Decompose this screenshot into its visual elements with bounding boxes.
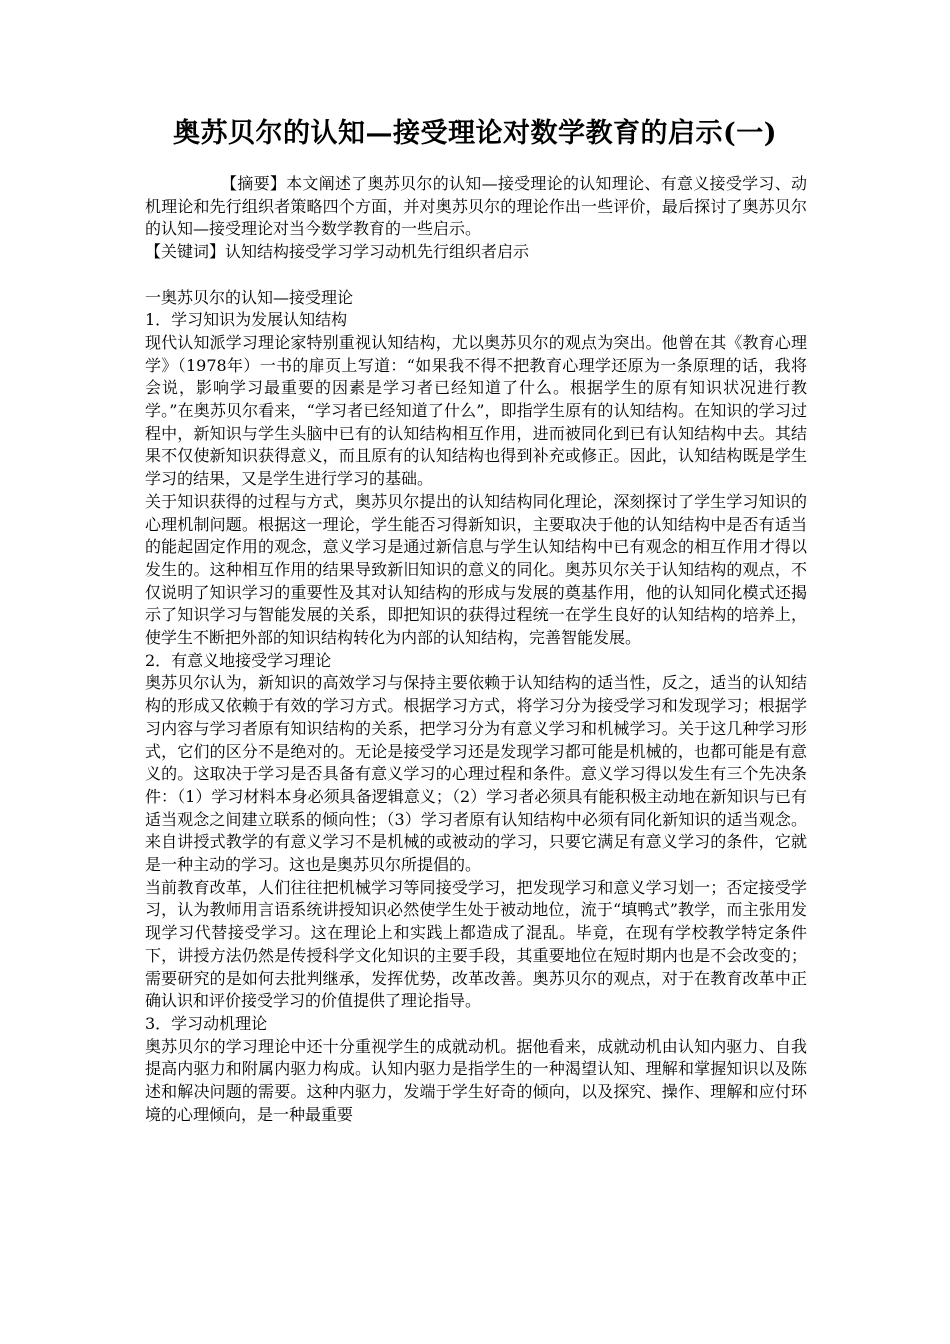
subsection-heading-3: 3．学习动机理论 — [145, 1014, 268, 1033]
paragraph: 现代认知派学习理论家特别重视认知结构，尤以奥苏贝尔的观点为突出。他曾在其《教育心理学》（1978年）一书的扉页上写道：“如果我不得不把教育心理学还原为一条原理的话，我将会说，影响学习最重要的因素是学习者已经知道了什么。根据学生的原有知识状况进行教学。”在奥苏贝尔看来，“学习者已经知道了什么”，即指学生原有的认知结构。在知识的学习过程中，新知识与学生头脑中已有的认知结构相互作用，进而被同化到已有认知结构中去。其结果不仅使新知识获得意义，而且原有的认知结构也得到补充或修正。因此，认知结构既是学生学习的结果，又是学生进行学习的基础。 — [145, 332, 807, 489]
section-heading: 一奥苏贝尔的认知—接受理论 — [145, 287, 354, 307]
document-title: 奥苏贝尔的认知—接受理论对数学教育的启示(一) — [172, 118, 778, 149]
subsection-heading-2: 2．有意义地接受学习理论 — [145, 650, 332, 670]
document-body — [145, 173, 807, 1127]
paragraph: 奥苏贝尔的学习理论中还十分重视学生的成就动机。据他看来，成就动机由认知内驱力、自我提高内驱力和附属内驱力构成。认知内驱力是指学生的一种渴望认知、理解和掌握知识以及陈述和解决问题的需要。这种内驱力，发端于学生好奇的倾向，以及探究、操作、理解和应付环境的心理倾向，是一种最重要 — [145, 1036, 807, 1124]
keywords-line: 【关键词】认知结构接受学习学习动机先行组织者启示 — [145, 242, 530, 262]
abstract-paragraph: 【摘要】本文阐述了奥苏贝尔的认知—接受理论的认知理论、有意义接受学习、动机理论和先行组织者策略四个方面，并对奥苏贝尔的理论作出一些评价，最后探讨了奥苏贝尔的认知—接受理论对当今数学教育的一些启示。 — [145, 174, 807, 239]
paragraph: 当前教育改革，人们往往把机械学习等同接受学习，把发现学习和意义学习划一；否定接受学习，认为教师用言语系统讲授知识必然使学生处于被动地位，流于“填鸭式”教学，而主张用发现学习代替接受学习。这在理论上和实践上都造成了混乱。毕竟，在现有学校教学特定条件下，讲授方法仍然是传授科学文化知识的主要手段，其重要地位在短时期内也是不会改变的；需要研究的是如何去批判继承，发挥优势，改革改善。奥苏贝尔的观点，对于在教育改革中正确认识和评价接受学习的价值提供了理论指导。 — [145, 877, 807, 1011]
blank-line — [145, 264, 807, 287]
paragraph: 奥苏贝尔认为，新知识的高效学习与保持主要依赖于认知结构的适当性，反之，适当的认知结构的形成又依赖于有效的学习方式。根据学习方式，将学习分为接受学习和发现学习；根据学习内容与学习者原有知识结构的关系，把学习分为有意义学习和机械学习。关于这几种学习形式，它们的区分不是绝对的。无论是接受学习还是发现学习都可能是机械的，也都可能是有意义的。这取决于学习是否具备有意义学习的心理过程和条件。意义学习得以发生有三个先决条件：（1）学习材料本身必须具备逻辑意义；（2）学习者必须具有能积极主动地在新知识与已有适当观念之间建立联系的倾向性；（3）学习者原有认知结构中必须有同化新知识的适当观念。来自讲授式教学的有意义学习不是机械的或被动的学习，只要它满足有意义学习的条件，它就是一种主动的学习。这也是奥苏贝尔所提倡的。 — [145, 673, 807, 875]
paragraph: 关于知识获得的过程与方式，奥苏贝尔提出的认知结构同化理论，深刻探讨了学生学习知识的心理机制问题。根据这一理论，学生能否习得新知识，主要取决于他的认知结构中是否有适当的能起固定作用的观念，意义学习是通过新信息与学生认知结构中已有观念的相互作用才得以发生的。这种相互作用的结果导致新旧知识的意义的同化。奥苏贝尔关于认知结构的观点，不仅说明了知识学习的重要性及其对认知结构的形成与发展的奠基作用，他的认知同化模式还揭示了知识学习与智能发展的关系，即把知识的获得过程统一在学生良好的认知结构的培养上，使学生不断把外部的知识结构转化为内部的认知结构，完善智能发展。 — [145, 491, 807, 648]
subsection-heading-1: 1．学习知识为发展认知结构 — [145, 310, 348, 330]
